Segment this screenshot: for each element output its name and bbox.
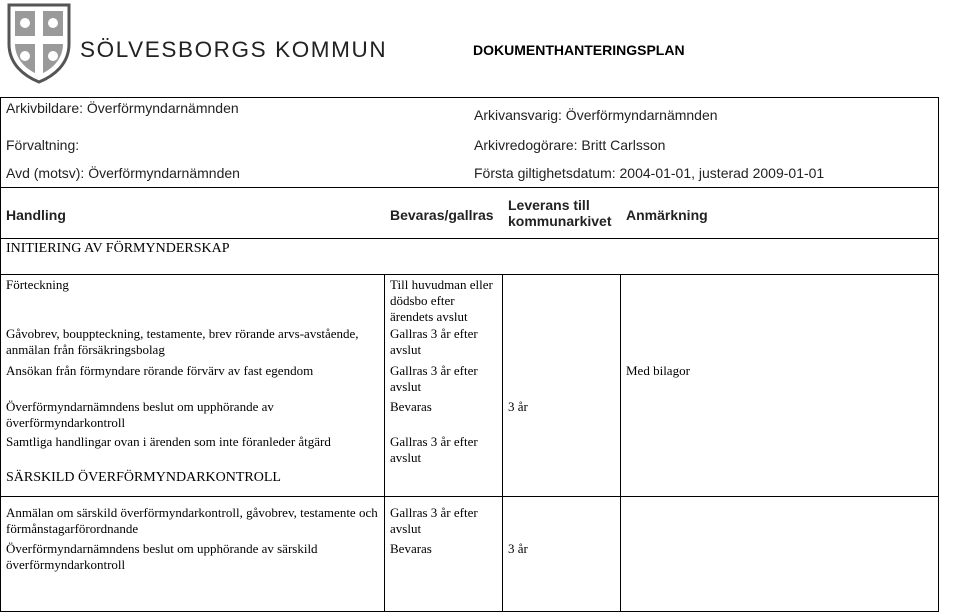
row-3-handling: Överförmyndarnämndens beslut om upphörande av överförmyndarkontroll [6,399,274,430]
row-2-anmarkning: Med bilagor [626,363,690,378]
row-3-bevaras: Bevaras [390,399,432,414]
row-0-handling: Förteckning [6,277,69,292]
row-2-handling: Ansökan från förmyndare rörande förvärv av fast egendom [6,363,314,378]
row-0-bevaras: Till huvudman eller dödsbo efter ärendets avslut [390,277,493,324]
row-2-bevaras: Gallras 3 år efter avslut [390,363,478,394]
kommun-logo [6,2,72,89]
arkivansvarig: Arkivansvarig: Överförmyndarnämnden [474,107,718,123]
colhead-bottom-line [0,238,939,239]
row-1-handling: Gåvobrev, bouppteckning, testamente, brev rörande arvs-avstående, anmälan från försäkringsbolag [6,326,359,357]
col-sep-3a [620,274,621,496]
frame-top-line [0,97,939,98]
meta-bottom-line [0,187,939,188]
col-sep-3b [620,496,621,612]
col-sep-2a [502,274,503,496]
section-bottom-line [0,274,939,275]
forvaltning: Förvaltning: [6,137,80,153]
giltighetsdatum: Första giltighetsdatum: 2004-01-01, justerad 2009-01-01 [474,165,825,181]
row-6-leverans: 3 år [508,541,528,556]
arkivredogorare: Arkivredogörare: Britt Carlsson [474,137,666,153]
section-heading-sarskild: SÄRSKILD ÖVERFÖRMYNDARKONTROLL [6,470,281,485]
row-3-leverans: 3 år [508,399,528,414]
frame-left-line [0,97,1,612]
col-header-leverans: Leverans till kommunarkivet [508,197,612,229]
col-header-handling: Handling [6,207,66,223]
col-sep-1b [384,496,385,612]
row-4-handling: Samtliga handlingar ovan i ärenden som inte föranleder åtgärd [6,434,331,449]
row-6-bevaras: Bevaras [390,541,432,556]
row-5-handling: Anmälan om särskild överförmyndarkontroll, gåvobrev, testamente och förmånstagarförordnande [6,505,378,536]
brand-name: SÖLVESBORGS KOMMUN [80,37,388,62]
col-header-bevaras: Bevaras/gallras [390,207,494,223]
row-6-handling: Överförmyndarnämndens beslut om upphörande av särskild överförmyndarkontroll [6,541,318,572]
col-sep-2b [502,496,503,612]
frame-right-line [938,97,939,612]
row-1-bevaras: Gallras 3 år efter avslut [390,326,478,357]
col-header-anmarkning: Anmärkning [626,207,708,223]
row-5-bevaras: Gallras 3 år efter avslut [390,505,478,536]
section-heading-initiering: INITIERING AV FÖRMYNDERSKAP [6,241,230,256]
col-sep-1a [384,274,385,496]
document-title: DOKUMENTHANTERINGSPLAN [473,42,685,58]
arkivbildare: Arkivbildare: Överförmyndarnämnden [6,100,239,116]
section-divider-line [0,496,939,497]
avd: Avd (motsv): Överförmyndarnämnden [6,165,240,181]
row-4-bevaras: Gallras 3 år efter avslut [390,434,478,465]
